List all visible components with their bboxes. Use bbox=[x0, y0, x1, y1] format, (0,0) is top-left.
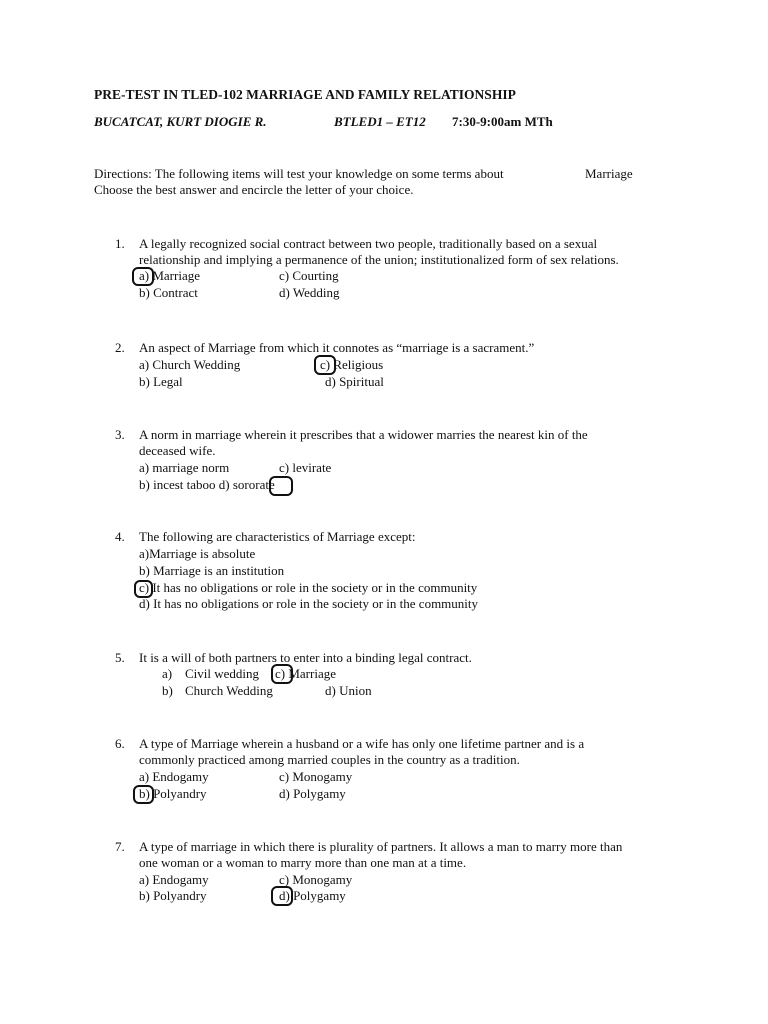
question-number: 3. bbox=[115, 427, 125, 442]
question-text-line: A norm in marriage wherein it prescribes that a widower marries the nearest kin of the bbox=[139, 427, 588, 442]
directions-line-1-tail: Marriage bbox=[585, 166, 633, 181]
choice-b: b) Legal bbox=[139, 374, 183, 389]
choice-c: c) It has no obligations or role in the society or in the community bbox=[139, 580, 478, 595]
question-number: 7. bbox=[115, 839, 125, 854]
answer-circle-mark bbox=[133, 785, 154, 804]
choice-b: b) Contract bbox=[139, 285, 198, 300]
question-number: 2. bbox=[115, 340, 125, 355]
choice-c: c) levirate bbox=[279, 460, 332, 475]
choice-a: a) Church Wedding bbox=[139, 357, 241, 372]
student-name: BUCATCAT, KURT DIOGIE R. bbox=[94, 114, 267, 129]
choice-c: c) Marriage bbox=[275, 666, 336, 681]
choice-a: a) Endogamy bbox=[139, 872, 209, 887]
choice-a: Civil wedding bbox=[185, 666, 260, 681]
question-text-line: A legally recognized social contract between two people, traditionally based on a sexual bbox=[139, 236, 598, 251]
answer-circle-mark bbox=[132, 267, 154, 286]
choice-d: d) Spiritual bbox=[325, 374, 384, 389]
choice-c: c) Courting bbox=[279, 268, 339, 283]
choice-d: d) Polygamy bbox=[279, 888, 346, 903]
choice-b-d: b) incest taboo d) sororate bbox=[139, 477, 275, 492]
answer-circle-mark bbox=[271, 664, 293, 684]
class-schedule: 7:30-9:00am MTh bbox=[452, 114, 553, 129]
directions-line-2: Choose the best answer and encircle the letter of your choice. bbox=[94, 182, 414, 197]
choice-a: a) Marriage bbox=[139, 268, 200, 283]
section-code: BTLED1 – ET12 bbox=[334, 114, 426, 129]
question-number: 6. bbox=[115, 736, 125, 751]
answer-circle-mark bbox=[314, 355, 336, 375]
choice-a-letter: a) bbox=[162, 666, 173, 681]
choice-d: d) Union bbox=[325, 683, 372, 698]
question-number: 1. bbox=[115, 236, 125, 251]
question-text-line: relationship and implying a permanence of the union; institutionalized form of sex relations. bbox=[139, 252, 619, 267]
choice-b: b) Polyandry bbox=[139, 888, 207, 903]
choice-d: d) Wedding bbox=[279, 285, 340, 300]
question-text-line: A type of marriage in which there is plurality of partners. It allows a man to marry more than bbox=[139, 839, 623, 854]
question-text-line: deceased wife. bbox=[139, 443, 216, 458]
choice-b-letter: b) bbox=[162, 683, 173, 698]
question-text-line: An aspect of Marriage from which it connotes as “marriage is a sacrament.” bbox=[139, 340, 535, 355]
choice-b: b) Polyandry bbox=[139, 786, 207, 801]
choice-c: c) Monogamy bbox=[279, 872, 353, 887]
answer-circle-mark bbox=[271, 886, 293, 906]
question-number: 5. bbox=[115, 650, 125, 665]
question-number: 4. bbox=[115, 529, 125, 544]
question-text-line: The following are characteristics of Marriage except: bbox=[139, 529, 416, 544]
directions-line-1: Directions: The following items will test your knowledge on some terms about bbox=[94, 166, 504, 181]
choice-d: d) Polygamy bbox=[279, 786, 346, 801]
answer-circle-mark bbox=[269, 476, 293, 496]
question-text-line: It is a will of both partners to enter into a binding legal contract. bbox=[139, 650, 472, 665]
choice-b: Church Wedding bbox=[185, 683, 273, 698]
answer-circle-mark bbox=[134, 580, 153, 598]
choice-c: c) Religious bbox=[320, 357, 384, 372]
choice-c: c) Monogamy bbox=[279, 769, 353, 784]
choice-a: a) Endogamy bbox=[139, 769, 209, 784]
page-title: PRE-TEST IN TLED-102 MARRIAGE AND FAMILY RELATIONSHIP bbox=[94, 87, 516, 102]
question-text-line: A type of Marriage wherein a husband or a wife has only one lifetime partner and is a bbox=[139, 736, 585, 751]
choice-a: a)Marriage is absolute bbox=[139, 546, 256, 561]
choice-b: b) Marriage is an institution bbox=[139, 563, 285, 578]
choice-d: d) It has no obligations or role in the society or in the community bbox=[139, 596, 479, 611]
question-text-line: one woman or a woman to marry more than one man at a time. bbox=[139, 855, 467, 870]
choice-a: a) marriage norm bbox=[139, 460, 230, 475]
question-text-line: commonly practiced among married couples in the country as a tradition. bbox=[139, 752, 520, 767]
